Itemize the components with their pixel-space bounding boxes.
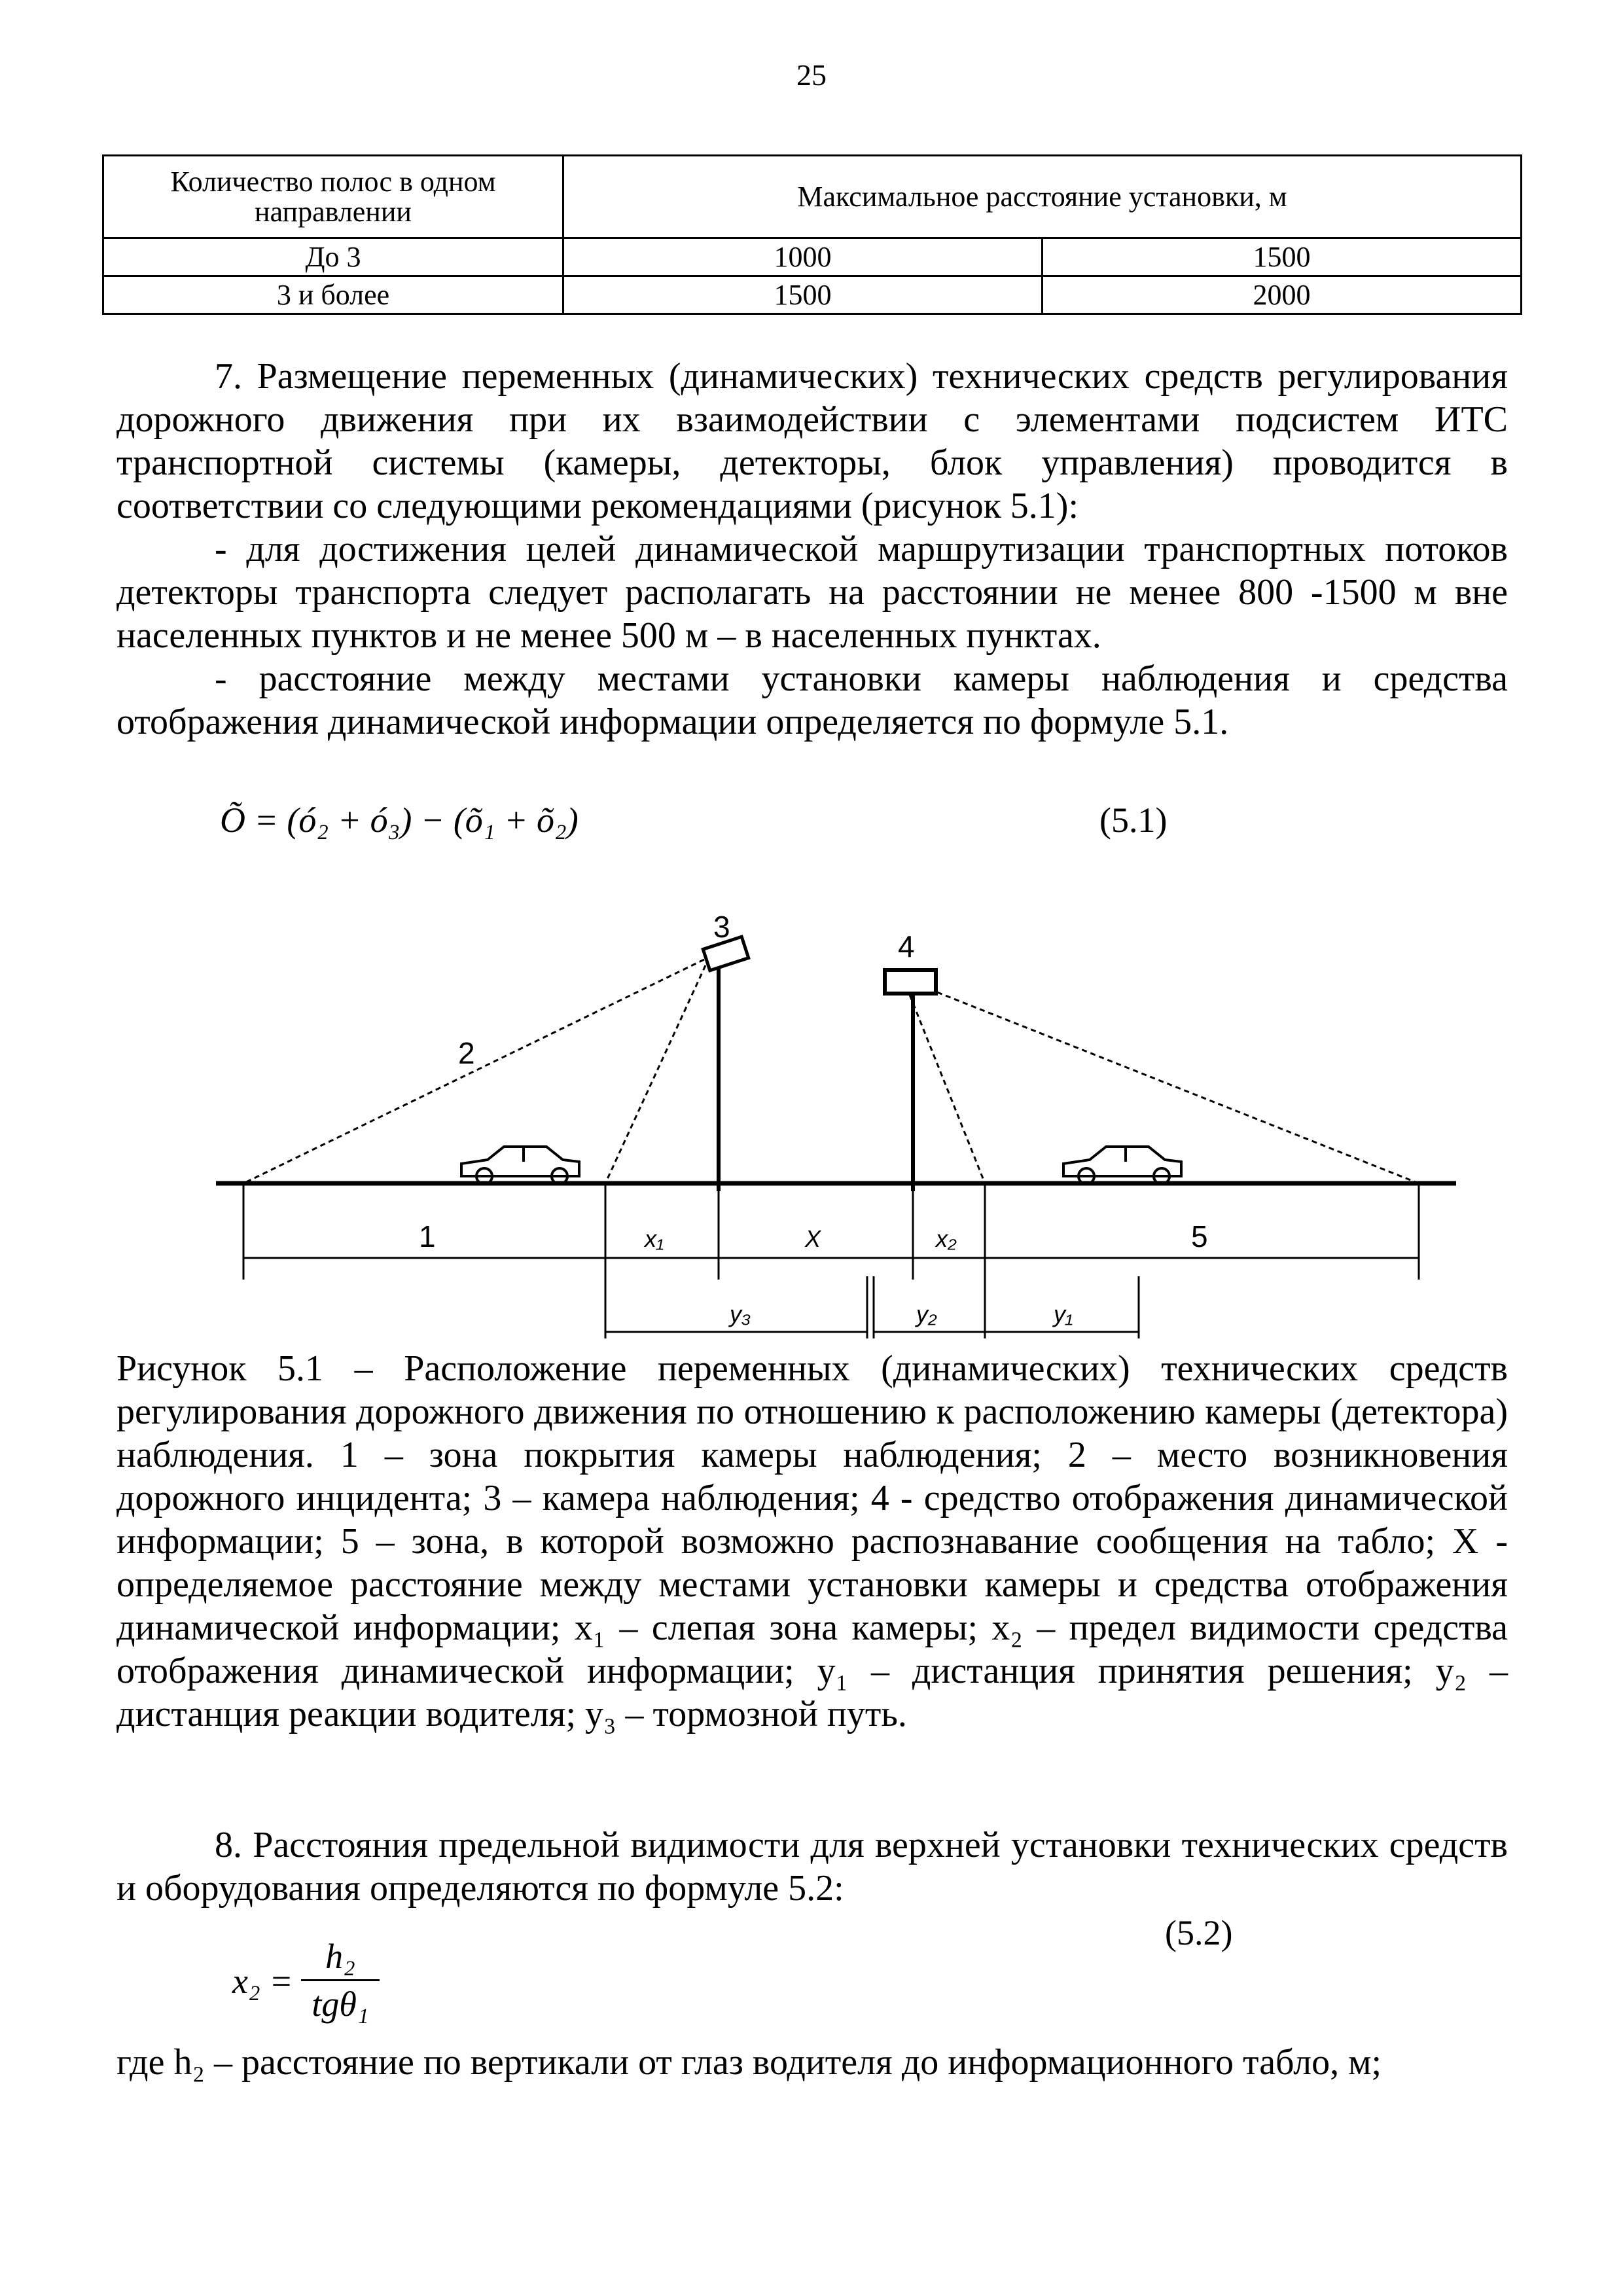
formula-5-1: Õ = (ó₂ + ó₃) − (õ₁ + õ₂) (220, 800, 579, 840)
section-7-bullet-1: - для достижения целей динамической маршрутизации транспортных потоков детекторы транспорта следует располагать на расстоянии не менее 800 -1500 м вне населенных пунктов и не менее 500 м – в населенных пунктах. (116, 529, 1508, 656)
car-icon (1063, 1147, 1181, 1184)
table-row (103, 238, 1522, 276)
sign-board-icon (885, 970, 936, 994)
page-number: 25 (796, 58, 827, 92)
camera-view-line (605, 965, 705, 1183)
car-icon (461, 1147, 579, 1184)
label-camera: 3 (713, 910, 730, 944)
label-zone-1: 1 (419, 1219, 436, 1253)
sign-view-line (937, 992, 1419, 1183)
label-y3: y₃ (730, 1300, 751, 1327)
table-header-lanes: Количество полос в одном направлении (103, 156, 563, 238)
formula-5-2-denominator: tgθ₁ (312, 1984, 369, 2024)
section-7 (116, 355, 1508, 744)
label-y1: y₁ (1054, 1300, 1073, 1327)
table-cell: До 3 (103, 238, 563, 276)
section-8-where: где h₂ – расстояние по вертикали от глаз водителя до информационного табло, м; (116, 2042, 1382, 2083)
section-8-intro: 8. Расстояния предельной видимости для верхней установки технических средств и оборудования определяются по формуле 5.2: (116, 1825, 1508, 1909)
label-x1: x₁ (645, 1225, 664, 1252)
section-7-intro: 7. Размещение переменных (динамических) технических средств регулирования дорожного движения при их взаимодействии с элементами подсистем ИТС транспортной системы (камеры, детекторы, блок управления) проводится в соответствии со следующими рекомендациями (рисунок 5.1): (116, 356, 1508, 526)
formula-5-2-numerator: h₂ (301, 1936, 380, 1981)
formula-5-1-number: (5.1) (1099, 800, 1168, 840)
distance-table (102, 154, 1522, 315)
section-7-bullet-2: - расстояние между местами установки камеры наблюдения и средства отображения динамической информации определяется по формуле 5.1. (116, 658, 1508, 742)
table-cell: 3 и более (103, 276, 563, 314)
camera-view-line (243, 960, 704, 1183)
label-x2: x₂ (936, 1225, 957, 1252)
table-cell: 1500 (1043, 238, 1522, 276)
label-zone-5: 5 (1191, 1219, 1208, 1253)
label-sign: 4 (898, 929, 915, 963)
table-cell: 1000 (563, 238, 1043, 276)
table-cell: 2000 (1043, 276, 1522, 314)
table-header-distance: Максимальное расстояние установки, м (563, 156, 1522, 238)
formula-5-2-fraction (301, 1936, 380, 2024)
table-cell: 1500 (563, 276, 1043, 314)
label-X: X (805, 1225, 821, 1252)
figure-caption: Рисунок 5.1 – Расположение переменных (динамических) технических средств регулирования дорожного движения по отношению к расположению камеры (детектора) наблюдения. 1 – зона покрытия камеры наблюдения; 2 – место возникновения дорожного инцидента; 3 – камера наблюдения; 4 - средство отображения динамической информации; 5 – зона, в которой возможно распознавание сообщения на табло; X - определяемое расстояние между местами установки камеры и средства отображения динамической информации; x₁ – слепая зона камеры; x₂ – предел видимости средства отображения динамической информации; y₁ – дистанция принятия решения; y₂ – дистанция реакции водителя; y₃ – тормозной путь. (116, 1348, 1508, 1734)
label-y2: y₂ (916, 1300, 937, 1327)
label-incident: 2 (458, 1036, 475, 1070)
formula-5-2-number: (5.2) (1165, 1913, 1233, 1952)
figure-5-1 (0, 890, 1623, 1348)
formula-5-2-lhs: x₂ = (232, 1962, 293, 2001)
table-row (103, 276, 1522, 314)
sign-view-line (910, 995, 985, 1183)
